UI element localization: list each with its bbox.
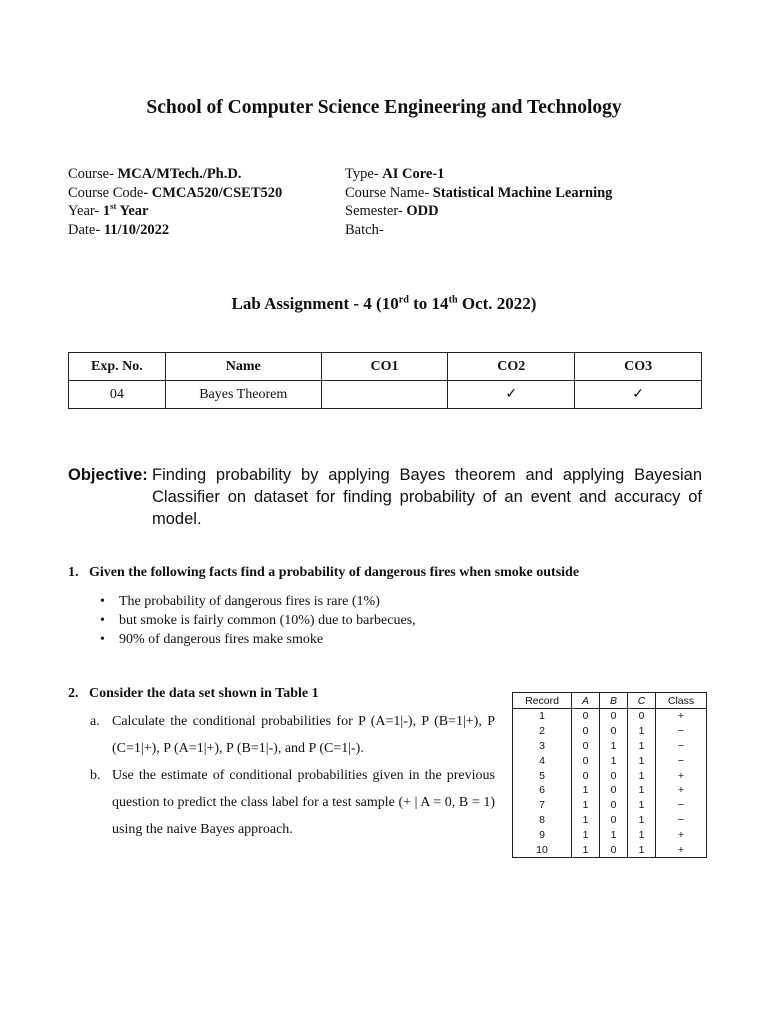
cell-name: Bayes Theorem	[165, 381, 321, 409]
cell-b: 0	[600, 783, 628, 798]
course-field	[68, 165, 282, 184]
objective-text: Finding probability by applying Bayes theorem and applying Bayesian Classifier on dataset for finding probability of an event and accuracy of model.	[152, 466, 702, 528]
cell-class: +	[656, 783, 707, 798]
date-label: Date-	[68, 221, 104, 238]
cell-b: 0	[600, 709, 628, 724]
course-code-value: - CMCA520/CSET520	[143, 184, 283, 201]
table-row	[513, 842, 707, 857]
type-value: AI Core-1	[382, 166, 445, 182]
cell-c: 1	[628, 813, 656, 828]
course-name-label: Course Name-	[345, 184, 433, 201]
cell-class: +	[656, 842, 707, 857]
table-row	[513, 783, 707, 798]
cell-co3-check: ✓	[575, 381, 702, 409]
year-field	[68, 202, 282, 221]
cell-c: 0	[628, 709, 656, 724]
header-record: Record	[513, 693, 572, 709]
course-code-field	[68, 184, 282, 203]
lab-assignment-title	[0, 294, 768, 314]
cell-c: 1	[628, 783, 656, 798]
cell-class: +	[656, 768, 707, 783]
subquestion-a-label: a.	[90, 714, 100, 729]
semester-label: Semester-	[345, 203, 407, 219]
cell-a: 0	[572, 753, 600, 768]
table-row	[513, 724, 707, 739]
cell-a: 1	[572, 783, 600, 798]
year-number: 1	[102, 203, 111, 219]
cell-b: 0	[600, 842, 628, 857]
data-table-body	[513, 709, 707, 858]
semester-field	[345, 202, 612, 221]
header-a: A	[572, 693, 600, 709]
cell-a: 1	[572, 813, 600, 828]
cell-co2-check: ✓	[448, 381, 575, 409]
objective-label: Objective:	[68, 466, 148, 484]
cell-record: 6	[513, 783, 572, 798]
table-row	[513, 813, 707, 828]
cell-class: −	[656, 739, 707, 754]
cell-class: −	[656, 798, 707, 813]
batch-field	[345, 221, 612, 240]
course-value: MCA/MTech./Ph.D.	[117, 166, 242, 182]
cell-record: 7	[513, 798, 572, 813]
subquestion-b-text: Use the estimate of conditional probabilities given in the previous question to predict the class label for a test sample (+ | A = 0, B = 1) using the naive Bayes approach.	[112, 768, 495, 837]
question-2a	[90, 708, 495, 762]
cell-a: 1	[572, 842, 600, 857]
cell-a: 0	[572, 739, 600, 754]
course-info-left	[68, 165, 282, 239]
cell-b: 0	[600, 724, 628, 739]
table-1-dataset	[512, 692, 707, 858]
cell-c: 1	[628, 798, 656, 813]
cell-b: 1	[600, 753, 628, 768]
year-suffix: st	[110, 201, 117, 212]
list-item: • The probability of dangerous fires is rare (1%)	[100, 592, 416, 611]
semester-value: ODD	[406, 203, 439, 219]
header-name: Name	[165, 353, 321, 381]
list-item: • 90% of dangerous fires make smoke	[100, 630, 416, 649]
cell-record: 10	[513, 842, 572, 857]
lab-title-end: Oct. 2022)	[457, 294, 537, 313]
cell-co1	[321, 381, 448, 409]
cell-record: 4	[513, 753, 572, 768]
course-code-label: Course Code	[68, 184, 144, 201]
cell-class: −	[656, 724, 707, 739]
data-table	[512, 692, 707, 858]
cell-b: 1	[600, 739, 628, 754]
type-label: Type-	[345, 166, 383, 182]
date-value: 11/10/2022	[103, 221, 170, 238]
cell-c: 1	[628, 842, 656, 857]
header-c: C	[628, 693, 656, 709]
objective-paragraph	[68, 464, 702, 530]
cell-record: 2	[513, 724, 572, 739]
cell-record: 3	[513, 739, 572, 754]
data-table-header	[513, 693, 707, 709]
lab-title-sup2: th	[448, 294, 458, 306]
cell-b: 0	[600, 798, 628, 813]
header-co2: CO2	[448, 353, 575, 381]
list-item: • but smoke is fairly common (10%) due to barbecues,	[100, 611, 416, 630]
header-co1: CO1	[321, 353, 448, 381]
experiment-table-header	[69, 353, 702, 381]
header-b: B	[600, 693, 628, 709]
subquestion-a-text: Calculate the conditional probabilities for P (A=1|-), P (B=1|+), P (C=1|+), P (A=1|+), P (B=1|-), and P (C=1|-).	[112, 714, 495, 756]
cell-b: 0	[600, 813, 628, 828]
lab-title-sup1: rd	[398, 294, 409, 306]
date-field	[68, 221, 282, 240]
cell-exp-no: 04	[69, 381, 166, 409]
cell-a: 1	[572, 798, 600, 813]
cell-c: 1	[628, 724, 656, 739]
cell-b: 0	[600, 768, 628, 783]
table-row	[513, 739, 707, 754]
course-name-value: Statistical Machine Learning	[432, 184, 613, 201]
batch-label: Batch-	[345, 221, 384, 238]
table-row	[513, 709, 707, 724]
year-value	[103, 203, 149, 219]
table-row	[513, 753, 707, 768]
cell-a: 0	[572, 768, 600, 783]
course-name-field	[345, 184, 612, 203]
cell-c: 1	[628, 768, 656, 783]
course-info-right	[345, 165, 612, 239]
question-1-facts	[100, 592, 416, 649]
cell-class: −	[656, 813, 707, 828]
question-1-heading: 1. Given the following facts find a probability of dangerous fires when smoke outside	[68, 565, 580, 580]
cell-a: 0	[572, 709, 600, 724]
cell-record: 9	[513, 827, 572, 842]
table-row	[513, 768, 707, 783]
header-class: Class	[656, 693, 707, 709]
experiment-table	[68, 352, 702, 409]
cell-class: +	[656, 827, 707, 842]
year-word: Year	[116, 203, 149, 219]
cell-class: +	[656, 709, 707, 724]
cell-b: 1	[600, 827, 628, 842]
cell-a: 1	[572, 827, 600, 842]
header-co3: CO3	[575, 353, 702, 381]
type-field	[345, 165, 612, 184]
question-2b	[90, 762, 495, 843]
cell-c: 1	[628, 753, 656, 768]
cell-record: 5	[513, 768, 572, 783]
cell-a: 0	[572, 724, 600, 739]
question-2-heading: 2. Consider the data set shown in Table 1	[68, 686, 319, 701]
subquestion-b-label: b.	[90, 768, 101, 783]
cell-c: 1	[628, 739, 656, 754]
table-row	[69, 381, 702, 409]
course-label: Course-	[68, 166, 114, 182]
cell-class: −	[656, 753, 707, 768]
table-row	[513, 798, 707, 813]
year-label: Year-	[68, 203, 103, 219]
cell-record: 1	[513, 709, 572, 724]
page-title: School of Computer Science Engineering and Technology	[146, 97, 622, 118]
cell-record: 8	[513, 813, 572, 828]
cell-c: 1	[628, 827, 656, 842]
table-row	[513, 827, 707, 842]
header-exp-no: Exp. No.	[69, 353, 166, 381]
lab-title-mid: to 14	[408, 294, 449, 313]
lab-title-start: Lab Assignment - 4 (10	[231, 294, 399, 313]
